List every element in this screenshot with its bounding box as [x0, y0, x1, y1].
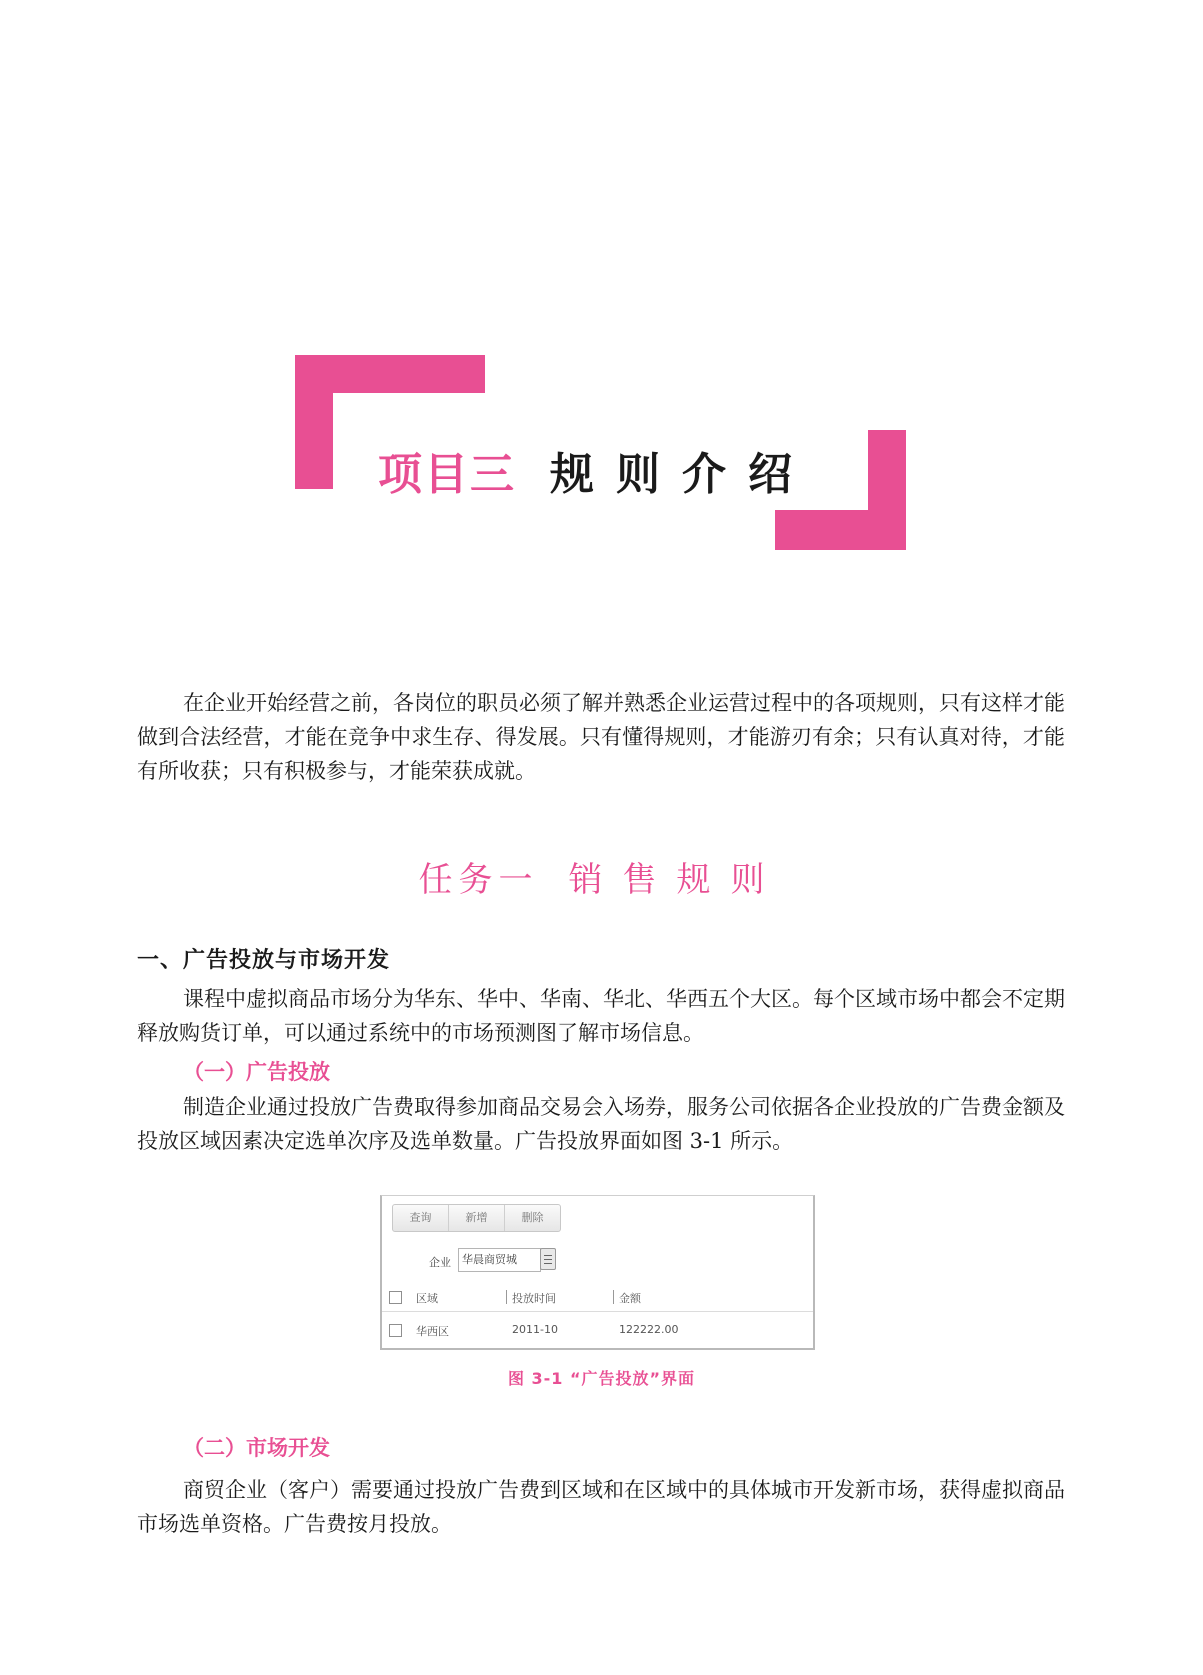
- ad-placement-screenshot: [380, 1195, 815, 1350]
- cell-time: 2011-10: [512, 1323, 558, 1336]
- sub1-heading: （一）广告投放: [183, 1059, 330, 1084]
- title-frame-top-left-vertical: [295, 355, 333, 489]
- column-header-amount: 金额: [619, 1292, 641, 1305]
- sub1-paragraph: 制造企业通过投放广告费取得参加商品交易会入场券，服务公司依据各企业投放的广告费金额及投放区域因素决定选单次序及选单数量。广告投放界面如图 3-1 所示。: [137, 1095, 1065, 1153]
- figure-caption: 图 3-1 “广告投放”界面: [507, 1369, 696, 1388]
- project-title-name: 规则介绍: [550, 449, 814, 500]
- column-header-region: 区域: [416, 1292, 438, 1305]
- cell-region: 华西区: [416, 1325, 449, 1338]
- task-title: [0, 852, 1203, 901]
- section-heading: 一、广告投放与市场开发: [137, 948, 391, 973]
- sub2-heading: （二）市场开发: [183, 1435, 330, 1460]
- column-divider: [613, 1290, 614, 1304]
- figure-toolbar: [392, 1204, 561, 1232]
- add-button[interactable]: 新增: [449, 1205, 505, 1231]
- table-header: [382, 1283, 813, 1312]
- sub2-paragraph: 商贸企业（客户）需要通过投放广告费到区域和在区域中的具体城市开发新市场，获得虚拟商品市场选单资格。广告费按月投放。: [137, 1478, 1065, 1536]
- title-frame-bottom-right-vertical: [868, 430, 906, 550]
- task-title-name: 销售规则: [568, 860, 785, 900]
- delete-button[interactable]: 删除: [521, 1211, 544, 1224]
- column-header-time: 投放时间: [512, 1292, 556, 1305]
- list-picker-icon[interactable]: [540, 1248, 556, 1270]
- query-button[interactable]: 查询: [393, 1205, 449, 1231]
- section-paragraph: 课程中虚拟商品市场分为华东、华中、华南、华北、华西五个大区。每个区域市场中都会不定期释放购货订单，可以通过系统中的市场预测图了解市场信息。: [137, 987, 1065, 1045]
- cell-amount: 122222.00: [619, 1323, 679, 1336]
- select-all-checkbox[interactable]: [389, 1291, 402, 1304]
- project-title: [378, 438, 814, 498]
- row-checkbox[interactable]: [389, 1324, 402, 1337]
- task-title-prefix: 任务一: [418, 860, 539, 900]
- project-title-prefix: 项目三: [378, 449, 516, 500]
- intro-paragraph: 在企业开始经营之前，各岗位的职员必须了解并熟悉企业运营过程中的各项规则，只有这样才能做到合法经营，才能在竞争中求生存、得发展。只有懂得规则，才能游刃有余；只有认真对待，才能有所收获；只有积极参与，才能荣获成就。: [137, 691, 1065, 783]
- table-row[interactable]: [382, 1316, 813, 1344]
- enterprise-label: 企业: [429, 1256, 451, 1269]
- column-divider: [506, 1290, 507, 1304]
- enterprise-field[interactable]: 华晨商贸城: [458, 1248, 541, 1272]
